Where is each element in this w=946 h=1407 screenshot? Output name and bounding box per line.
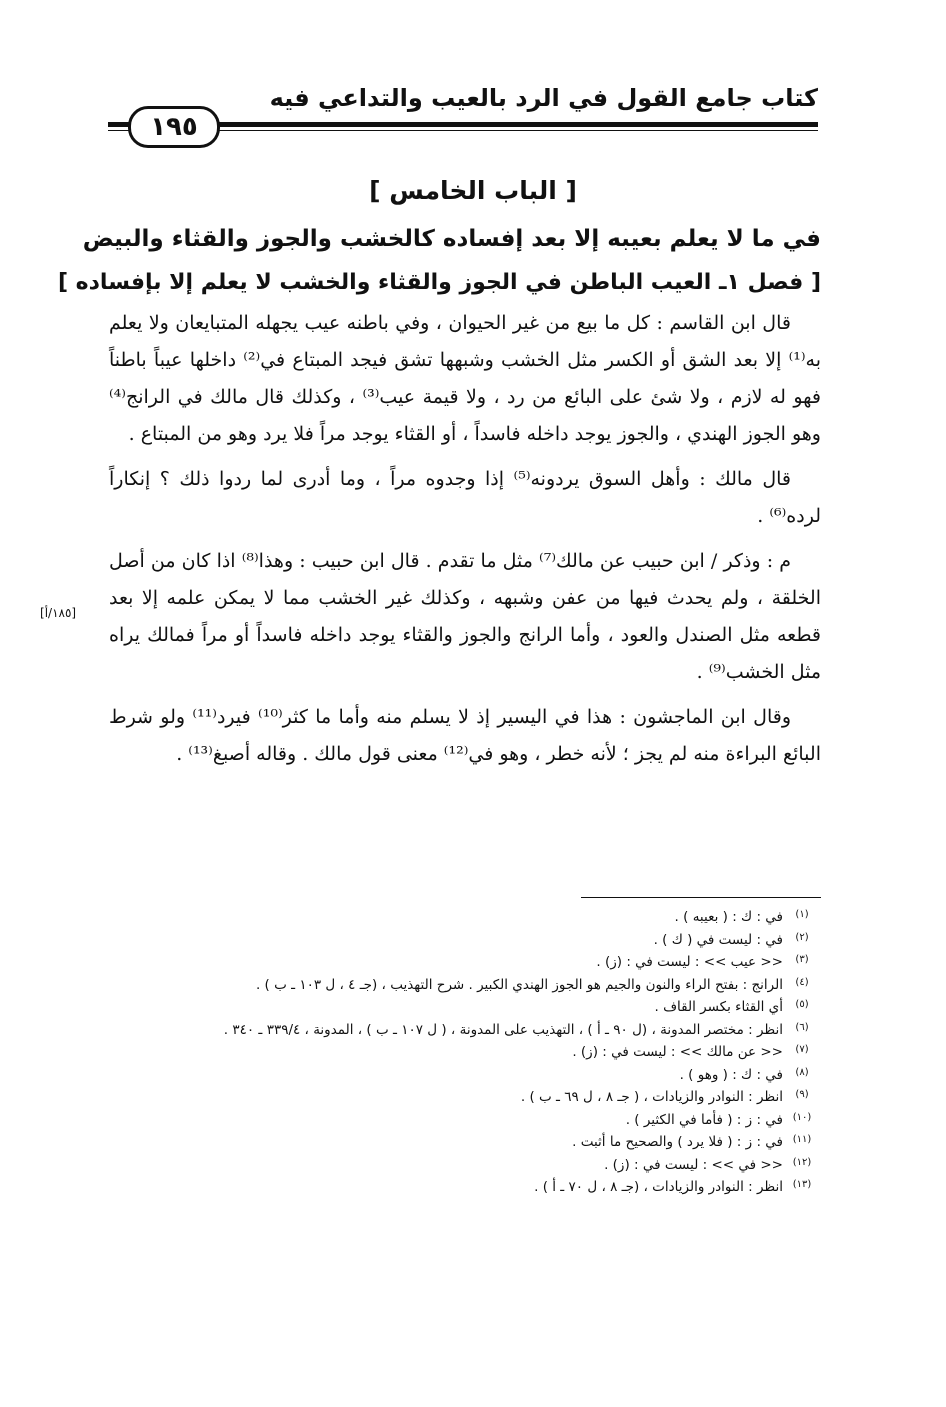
- footnote: [109, 1154, 821, 1177]
- page-number: ١٩٥: [128, 106, 220, 148]
- footnote-number: (٩): [795, 1089, 809, 1100]
- main-text: [109, 305, 821, 781]
- footnote-number: (١١): [792, 1134, 812, 1145]
- footnote-text: الرانج : بفتح الراء والنون والجيم هو الجوز الهندي الكبير . شرح التهذيب ، (جـ ٤ ، ل ١٠٣ ـ ب ) .: [255, 976, 783, 993]
- footnote-number: (٤): [795, 976, 809, 988]
- footnote-number: (١): [795, 909, 809, 920]
- footnote-number: (٥): [795, 999, 809, 1010]
- footnote: [109, 1131, 821, 1154]
- footnote-text: أي القثاء بكسر القاف .: [654, 999, 783, 1015]
- footnote-number: (٢): [795, 931, 809, 943]
- footnote: [109, 996, 821, 1019]
- chapter-title: [ الباب الخامس ]: [369, 176, 577, 205]
- footnotes: [109, 906, 821, 1199]
- footnote-text: انظر : النوادر والزيادات ، ( جـ ٨ ، ل ٦٩ ـ ب ) .: [520, 1089, 783, 1105]
- footnote-text: << في >> : ليست في : (ز) .: [604, 1156, 783, 1173]
- footnote: [109, 974, 821, 997]
- footnote-text: في : ك : ( وهو ) .: [679, 1066, 783, 1083]
- folio-marker: [١٨٥/أ]: [40, 606, 77, 620]
- paragraph: قال ابن القاسم : كل ما بيع من غير الحيوان ، وفي باطنه عيب يجهله المتبايعان ولا يعلم به⁽¹⁾ إلا بعد الشق أو الكسر مثل الخشب وشبهها تشق فيجد المبتاع في⁽²⁾ داخلها عيباً باطناً فهو له لازم ، ولا شئ على البائع من رد ، ولا قيمة عيب⁽³⁾ ، وكذلك قال مالك في الرانج⁽⁴⁾ وهو الجوز الهندي ، والجوز يوجد داخله فاسداً ، أو القثاء يوجد مراً فلا يرد وهو من المبتاع .: [109, 312, 822, 445]
- footnote-number: (١٠): [792, 1111, 812, 1123]
- chapter-subtitle: في ما لا يعلم بعيبه إلا بعد إفساده كالخشب والجوز والقثاء والبيض: [82, 226, 821, 252]
- footnote-text: << عن مالك >> : ليست في : (ز) .: [572, 1044, 783, 1060]
- footnote: [109, 1109, 821, 1132]
- footnote-number: (٦): [795, 1021, 809, 1033]
- footnote-separator: [581, 897, 821, 898]
- paragraph: وقال ابن الماجشون : هذا في اليسير إذ لا يسلم منه وأما ما كثر⁽¹⁰⁾ فيرد⁽¹¹⁾ ولو شرط البائع البراءة منه لم يجز ؛ لأنه خطر ، وهو في⁽¹²⁾ معنى قول مالك . وقاله أصبغ⁽¹³⁾ .: [109, 706, 821, 765]
- footnote: [109, 1176, 821, 1199]
- paragraph: م : وذكر / ابن حبيب عن مالك⁽⁷⁾ مثل ما تقدم . قال ابن حبيب : وهذا⁽⁸⁾ اذا كان من أصل الخلقة ، ولم يحدث فيها من عفن وشبهه ، وكذلك غير الخشب مما لا يمكن علمه إلا بعد قطعه مثل الصندل والعود ، وأما الرانج والجوز والقثاء يوجد داخله فاسداً أو مراً فمالك يراه مثل الخشب⁽⁹⁾ .: [109, 550, 821, 683]
- footnote: [109, 1019, 821, 1042]
- page-header: [108, 78, 818, 148]
- footnote: [109, 929, 821, 952]
- footnote: [109, 951, 821, 974]
- footnote-text: << عيب >> : ليست في : (ز) .: [596, 954, 783, 970]
- footnote: [109, 1064, 821, 1087]
- footnote-text: انظر : مختصر المدونة ، (ل ٩٠ ـ أ ) ، التهذيب على المدونة ، ( ل ١٠٧ ـ ب ) ، المدونة ، ٣٣٩/٤ ـ ٣٤٠ .: [223, 1021, 783, 1038]
- footnote: [109, 906, 821, 929]
- footnote-number: (٨): [795, 1066, 809, 1078]
- footnote: [109, 1086, 821, 1109]
- footnote-number: (١٢): [792, 1156, 812, 1168]
- section-title: [ فصل ١ـ العيب الباطن في الجوز والقثاء والخشب لا يعلم إلا بإفساده ]: [57, 270, 821, 295]
- footnote-text: في : ز : ( فأما في الكثير ) .: [625, 1111, 783, 1128]
- footnote-number: (٧): [795, 1044, 809, 1055]
- footnote-number: (١٣): [792, 1179, 812, 1190]
- footnote: [109, 1041, 821, 1064]
- footnote-text: في : ز : ( فلا يرد ) والصحيح ما أثبت .: [572, 1134, 783, 1150]
- footnote-text: في : ك : ( بعيبه ) .: [674, 909, 783, 925]
- footnote-text: في : ليست في ( ك ) .: [653, 931, 783, 948]
- paragraph: قال مالك : وأهل السوق يردونه⁽⁵⁾ إذا وجدوه مراً ، وما أدرى لما ردوا ذلك ؟ إنكاراً لرده⁽⁶⁾ .: [109, 468, 821, 527]
- running-title: كتاب جامع القول في الرد بالعيب والتداعي فيه: [269, 84, 818, 112]
- footnote-number: (٣): [795, 954, 809, 965]
- footnote-text: انظر : النوادر والزيادات ، (جـ ٨ ، ل ٧٠ ـ أ ) .: [534, 1179, 783, 1195]
